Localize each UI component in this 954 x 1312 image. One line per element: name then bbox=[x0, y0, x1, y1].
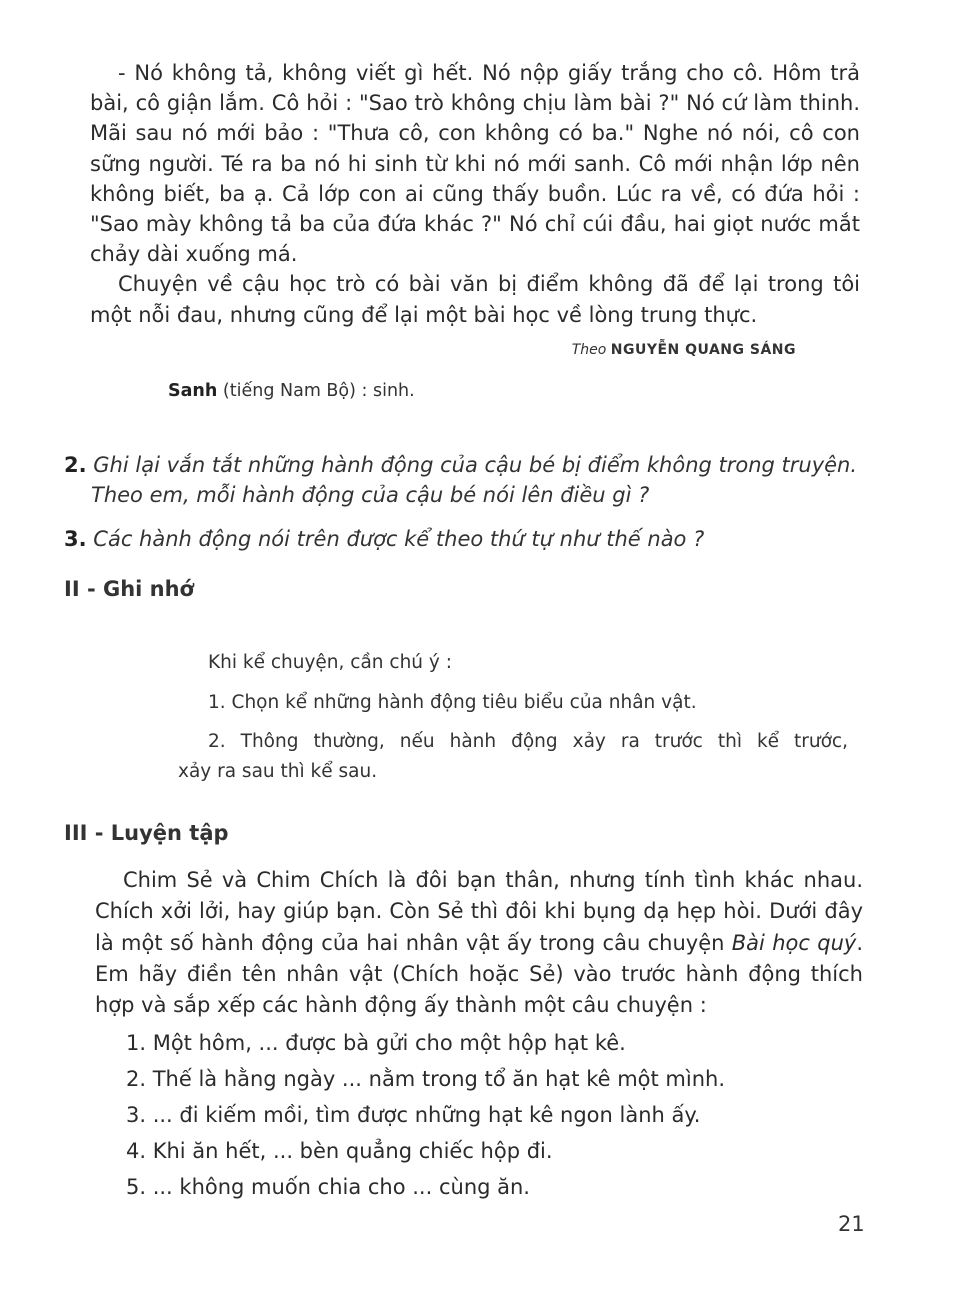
note-definition: (tiếng Nam Bộ) : sinh. bbox=[222, 381, 415, 401]
story-title: Bài học quý bbox=[731, 930, 857, 955]
memo-box bbox=[178, 648, 848, 796]
memo-item-2: 2. Thông thường, nếu hành động xảy ra trước thì kể trước, bbox=[208, 731, 848, 752]
story-paragraph: - Nó không tả, không viết gì hết. Nó nộp giấy trắng cho cô. Hôm trả bài, cô giận lắm. Cô hỏi : "Sao trò không chịu làm bài ?" Nó cứ làm thinh. Mãi sau nó mới bảo : "Thưa cô, con không có ba." Nghe nó nói, cô con sững người. Té ra ba nó hi sinh từ khi nó mới sanh. Cô mới nhận lớp nên không biết, ba ạ. Cả lớp con ai cũng thấy buồn. Lúc ra về, có đứa hỏi : "Sao mày không tả ba của đứa khác ?" Nó chỉ cúi đầu, hai giọt nước mắt chảy dài xuống má. bbox=[90, 61, 860, 267]
section-heading-ghi-nho: II - Ghi nhớ bbox=[64, 577, 194, 601]
memo-intro: Khi kể chuyện, cần chú ý : bbox=[208, 652, 452, 673]
practice-paragraph bbox=[95, 865, 863, 1021]
practice-text-after: . Em hãy điền tên nhân vật (Chích hoặc Sẻ) vào trước hành động thích hợp và sắp xếp các hành động ấy thành một câu chuyện : bbox=[95, 930, 863, 1018]
question-text-line2: Theo em, mỗi hành động của cậu bé nói lên điều gì ? bbox=[91, 483, 650, 507]
practice-item: 1. Một hôm, ... được bà gửi cho một hộp hạt kê. bbox=[126, 1031, 626, 1055]
question-2 bbox=[64, 450, 884, 510]
story-excerpt bbox=[90, 58, 860, 330]
question-3 bbox=[64, 524, 884, 554]
question-number: 3. bbox=[64, 527, 87, 551]
practice-items bbox=[126, 1025, 725, 1205]
source-prefix: Theo bbox=[571, 342, 607, 358]
question-number: 2. bbox=[64, 453, 87, 477]
memo-item-2-continued: xảy ra sau thì kể sau. bbox=[178, 760, 378, 782]
question-text: Ghi lại vắn tắt những hành động của cậu bé bị điểm không trong truyện. bbox=[93, 453, 858, 477]
practice-text-before: Chim Sẻ và Chim Chích là đôi bạn thân, nhưng tính tình khác nhau. Chích xởi lởi, hay giúp bạn. Còn Sẻ thì đôi khi bụng dạ hẹp hòi. Dưới đây là một số hành động của hai nhân vật ấy trong câu chuyện bbox=[95, 868, 863, 955]
practice-item: 4. Khi ăn hết, ... bèn quẳng chiếc hộp đi. bbox=[126, 1139, 553, 1163]
practice-item: 5. ... không muốn chia cho ... cùng ăn. bbox=[126, 1175, 530, 1199]
question-text: Các hành động nói trên được kể theo thứ tự như thế nào ? bbox=[93, 527, 705, 551]
story-paragraph: Chuyện về cậu học trò có bài văn bị điểm không đã để lại trong tôi một nỗi đau, nhưng cũng để lại một bài học về lòng trung thực. bbox=[90, 272, 860, 327]
section-heading-luyen-tap: III - Luyện tập bbox=[64, 821, 229, 845]
vocabulary-note bbox=[168, 381, 415, 401]
practice-item: 3. ... đi kiếm mồi, tìm được những hạt kê ngon lành ấy. bbox=[126, 1103, 701, 1127]
note-term: Sanh bbox=[168, 381, 218, 401]
practice-item: 2. Thế là hằng ngày ... nằm trong tổ ăn hạt kê một mình. bbox=[126, 1067, 726, 1091]
practice-instructions bbox=[95, 865, 863, 1021]
memo-item-1: 1. Chọn kể những hành động tiêu biểu của nhân vật. bbox=[208, 691, 697, 713]
story-source bbox=[0, 342, 796, 358]
source-author: NGUYỄN QUANG SÁNG bbox=[610, 342, 796, 358]
page-number: 21 bbox=[838, 1212, 865, 1236]
